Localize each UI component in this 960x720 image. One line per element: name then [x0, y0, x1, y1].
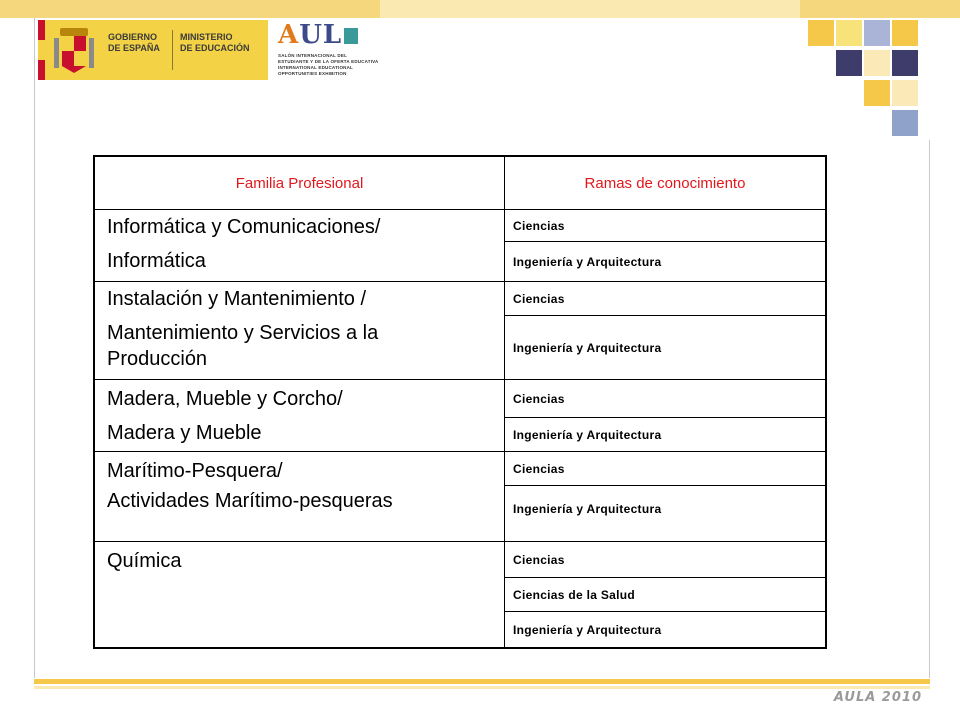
- branch-cell: [505, 210, 825, 242]
- family-line: Madera y Mueble: [107, 422, 262, 444]
- branch-cell: [505, 316, 825, 380]
- branch-cell: [505, 486, 825, 542]
- family-line: Química: [107, 550, 182, 572]
- branch-label: Ciencias: [513, 218, 565, 233]
- family-line: Producción: [107, 348, 208, 370]
- gobierno-line-1: GOBIERNO: [108, 32, 158, 42]
- aula-wordmark: [278, 20, 358, 50]
- top-stripe-light: [380, 0, 800, 18]
- deco-square: [892, 80, 918, 106]
- family-cell: [95, 542, 504, 647]
- deco-square: [836, 50, 862, 76]
- branch-cell: [505, 542, 825, 578]
- family-cell: [95, 210, 504, 282]
- header-ramas: Ramas de conocimiento: [584, 174, 746, 192]
- aula-line-1: SALÓN INTERNACIONAL DEL: [278, 53, 348, 58]
- branch-label: Ciencias: [513, 552, 565, 567]
- familias-table: [93, 155, 827, 649]
- family-line: Informática: [107, 250, 206, 272]
- family-line: Actividades Marítimo-pesqueras: [107, 490, 393, 512]
- branch-label: Ciencias: [513, 391, 565, 406]
- family-line: Informática y Comunicaciones/: [107, 216, 381, 238]
- branch-cell: [505, 452, 825, 486]
- gobierno-line-2: DE ESPAÑA: [108, 43, 160, 53]
- aula-letters-ul: UL: [299, 20, 343, 50]
- aula-square-icon: [344, 28, 358, 44]
- aula-line-2: ESTUDIANTE Y DE LA OFERTA EDUCATIVA: [278, 59, 379, 64]
- ministerio-line-1: MINISTERIO: [180, 32, 233, 42]
- branch-label: Ciencias: [513, 461, 565, 476]
- branch-label: Ingeniería y Arquitectura: [513, 502, 662, 516]
- deco-square: [864, 20, 890, 46]
- deco-square: [836, 20, 862, 46]
- gobierno-logo: [38, 20, 268, 80]
- family-cell: [95, 282, 504, 380]
- slide-frame-right: [929, 140, 930, 678]
- branch-cell: [505, 612, 825, 647]
- flag-stripe-yellow: [38, 40, 45, 60]
- branch-label: Ingeniería y Arquitectura: [513, 427, 662, 442]
- branch-label: Ingeniería y Arquitectura: [513, 622, 662, 637]
- table-header-row: [95, 157, 825, 210]
- coat-of-arms-icon: [52, 26, 96, 74]
- deco-square: [892, 110, 918, 136]
- family-cell: [95, 452, 504, 542]
- deco-square: [864, 50, 890, 76]
- ministerio-line-2: DE EDUCACIÓN: [180, 43, 250, 53]
- deco-square: [864, 80, 890, 106]
- slide-frame-left: [34, 18, 35, 678]
- footer-brand: AULA 2010: [833, 690, 922, 705]
- family-line: Madera, Mueble y Corcho/: [107, 388, 343, 410]
- deco-square: [892, 20, 918, 46]
- family-line: Marítimo-Pesquera/: [107, 460, 283, 482]
- branch-label: Ingeniería y Arquitectura: [513, 340, 662, 355]
- branch-cell: [505, 380, 825, 418]
- aula-logo: [272, 20, 380, 80]
- bottom-bar-light: [34, 686, 930, 689]
- gobierno-text: [108, 32, 160, 54]
- header-familia: Familia Profesional: [235, 174, 364, 192]
- branch-label: Ciencias de la Salud: [513, 587, 636, 602]
- branch-cell: [505, 282, 825, 316]
- aula-line-4: OPPORTUNITIES EXHIBITION: [278, 71, 347, 76]
- bottom-bar: [34, 679, 930, 684]
- branch-cell: [505, 242, 825, 282]
- family-line: Mantenimiento y Servicios a la: [107, 322, 379, 344]
- branch-cell: [505, 578, 825, 612]
- logo-divider: [172, 30, 173, 70]
- branch-cell: [505, 418, 825, 452]
- branch-label: Ciencias: [513, 291, 565, 306]
- family-cell: [95, 380, 504, 452]
- family-line: Instalación y Mantenimiento /: [107, 288, 367, 310]
- deco-square: [808, 20, 834, 46]
- ministerio-text: [180, 32, 250, 54]
- aula-line-3: INTERNATIONAL EDUCATIONAL: [278, 65, 353, 70]
- aula-letter-a: A: [278, 20, 300, 50]
- deco-square: [892, 50, 918, 76]
- branch-label: Ingeniería y Arquitectura: [513, 254, 662, 269]
